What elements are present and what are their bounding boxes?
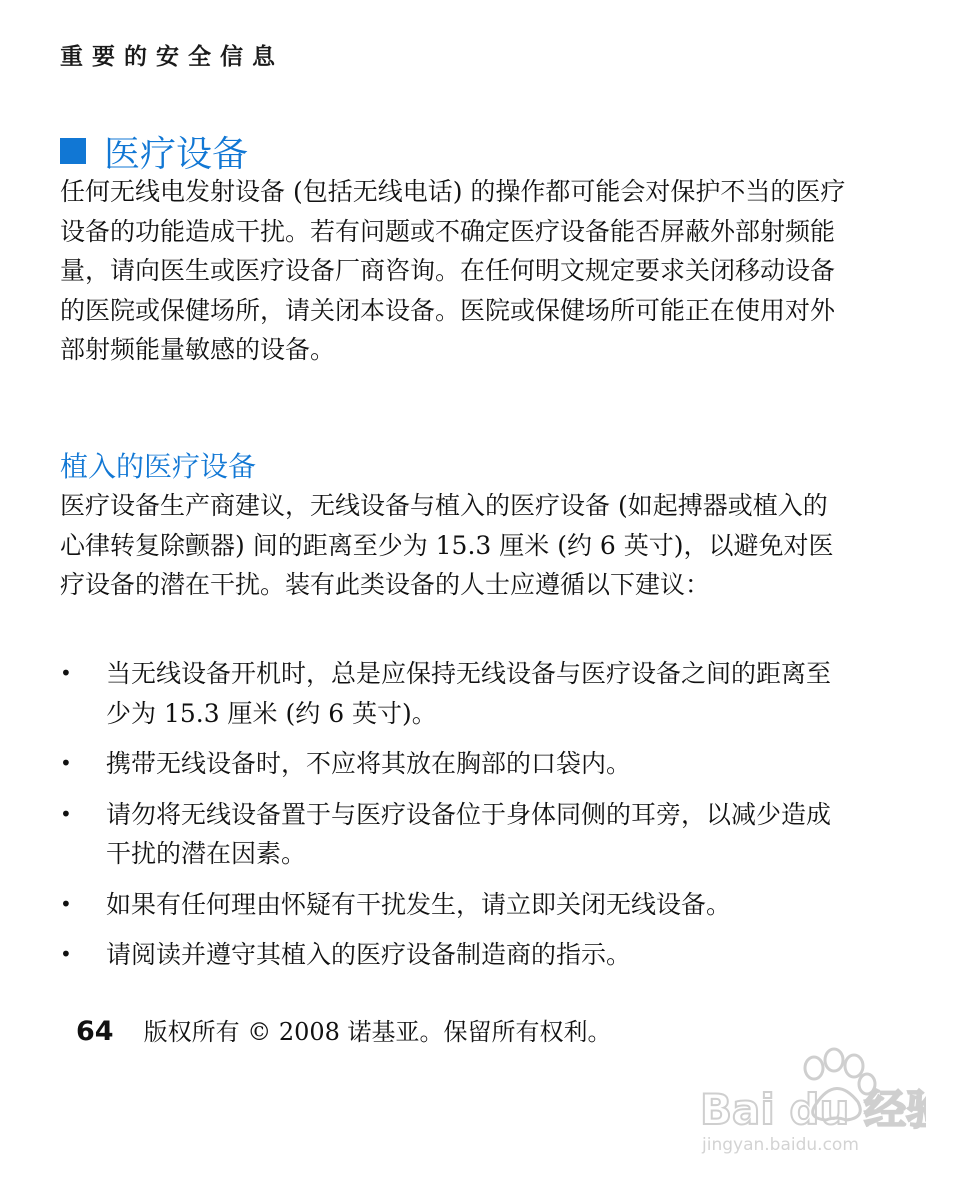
subsection-title: 植入的医疗设备 [60,450,257,483]
list-item [60,935,840,975]
section-heading [60,126,248,176]
page-number: 64 [76,1016,114,1047]
copyright-notice: 版权所有 © 2008 诺基亚。保留所有权利。 [143,1018,612,1046]
list-item [60,744,840,784]
bullet-icon: • [60,891,72,916]
bullet-icon: • [60,751,72,775]
bullet-icon: • [60,942,72,966]
bullet-icon: • [60,801,72,826]
baidu-jingyan-watermark [696,1046,926,1156]
list-item-text: 请勿将无线设备置于与医疗设备位于身体同侧的耳旁，以减少造成干扰的潜在因素。 [106,799,832,868]
recommendation-list [60,654,840,986]
list-item-text: 如果有任何理由怀疑有干扰发生，请立即关闭无线设备。 [106,889,732,919]
baidu-paw-logo-icon [696,1046,926,1156]
section-paragraph: 任何无线电发射设备 (包括无线电话) 的操作都可能会对保护不当的医疗设备的功能造成干扰。若有问题或不确定医疗设备能否屏蔽外部射频能量，请向医生或医疗设备厂商咨询。在任何明文规定要求关闭移动设备的医院或保健场所，请关闭本设备。医院或保健场所可能正在使用对外部射频能量敏感的设备。 [60,177,846,364]
watermark-logo-text: Bai du 经验 [700,1085,926,1134]
list-item [60,885,840,925]
list-item-text: 请阅读并遵守其植入的医疗设备制造商的指示。 [106,940,632,969]
subsection-paragraph: 医疗设备生产商建议，无线设备与植入的医疗设备 (如起搏器或植入的心律转复除颤器) 间的距离至少为 15.3 厘米 (约 6 英寸)，以避免对医疗设备的潜在干扰。装有此类设备的人士应遵循以下建议： [60,491,834,599]
list-item [60,654,840,733]
watermark-url: jingyan.baidu.com [702,1135,859,1155]
square-bullet-icon [60,138,86,164]
list-item [60,795,840,874]
list-item-text: 携带无线设备时，不应将其放在胸部的口袋内。 [106,749,632,778]
list-item-text: 当无线设备开机时，总是应保持无线设备与医疗设备之间的距离至少为 15.3 厘米 (约 6 英寸)。 [106,659,832,728]
page-footer [76,1012,612,1047]
section-title: 医疗设备 [104,133,249,175]
bullet-icon: • [60,661,72,685]
running-header: 重要的安全信息 [60,44,284,70]
